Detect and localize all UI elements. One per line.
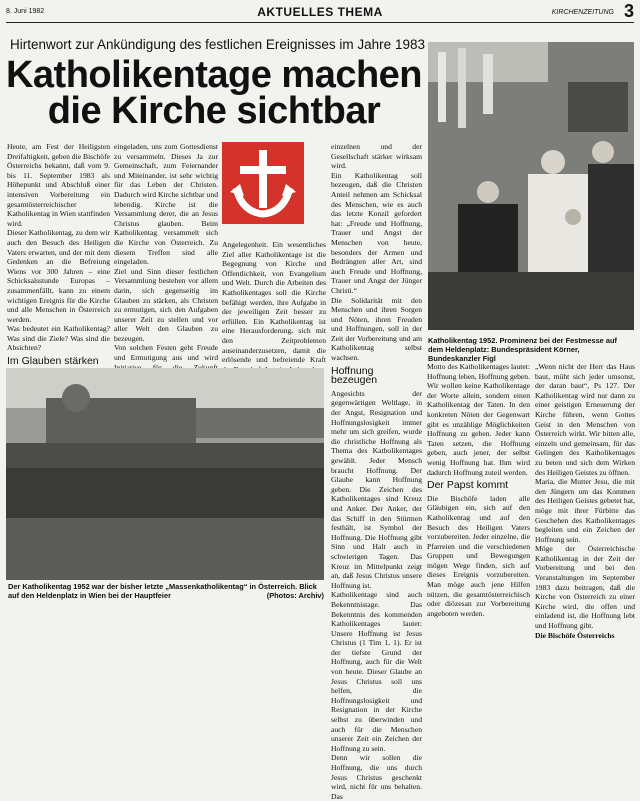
photo-caption-bottom-left	[8, 582, 324, 600]
paragraph: Denn wir sollen die Hoffnung, die uns durch Jesus Christus geschenkt wird, nicht für uns behalten. Das	[331, 753, 422, 801]
paragraph: Maria, die Mutter Jesu, die mit den Jüngern um das Kommen des Heiligen Geistes gebetet hat, möge mit ihrer Fürbitte das Geschehen des Katholikentages begleiten und ein Zeichen der Hoffnung sein.	[535, 477, 635, 544]
signature: Die Bischöfe Österreichs	[535, 630, 615, 640]
paragraph: Ziel und Sinn dieser festlichen Versammlung bestehen vor allem darin, sich gegenseitig im Glauben zu stärken, als Christen zu ermutigen, sich den Aufgaben unserer Zeit zu stellen und vor aller Welt den Glauben zu bezeugen.	[114, 266, 218, 343]
caption-text: Der Katholikentag 1952 war der bisher letzte „Massenkatholikentag“ in Österreich. Blick auf den Heldenplatz in Wien bei der Hauptfeier	[8, 582, 317, 600]
paragraph: eingeladen, uns zum Gottesdienst zu versammeln. Dieses Ja zur Gemeinschaft, zum Feiernander und Miteinander, ist sehr wichtig für das Leben der Christen. Dadurch wird Kirche sichtbar und lebendig. Kirche ist die Versammlung derer, die an Jesus Christus glauben. Beim Katholikentag versammelt sich die Kirche von Österreich. Zu diesem Treffen sind alle eingeladen.	[114, 142, 218, 267]
subheading: Hoffnung bezeugen	[331, 364, 378, 387]
paragraph: Heute, am Fest der Heiligsten Dreifaltigkeit, geben die Bischöfe Österreichs bekannt, daß vom 9. bis 11. September 1983 als Höhepunkt und Abschluß einer intensiven Vorbereitung ein gesamtösterreichischer Katholikentag in Wien stattfinden wird.	[7, 142, 110, 228]
photo-image	[428, 42, 634, 330]
page-header	[6, 2, 634, 23]
photo-credit: (Photos: Archiv)	[266, 591, 324, 600]
cross-anchor-icon	[222, 142, 304, 224]
photo-image	[6, 368, 324, 580]
paragraph: Katholikentage sind auch Bekenntnistage. Das Bekenntnis des kommenden Katholikentages lautet: Unsere Hoffnung ist Jesus Christus (1 Tim 1, 1). Er ist der tiefste Grund der Hoffnung, auch für die Welt von heute. Dieser Glaube an Jesus Christus soll uns helfen, die Hoffnungslosigkeit und Resignation in der Kirche selbst zu überwinden und auch für die Menschen unserer Zeit ein Zeichen der Hoffnung zu sein.	[331, 590, 422, 753]
photo-heldenplatz-1952	[6, 368, 324, 580]
subheading: Der Papst kommt	[427, 479, 509, 492]
headline-line-2: die Kirche sichtbar	[47, 90, 381, 132]
paragraph: Die Bischöfe laden alle Gläubigen ein, sich auf den Katholikentag und auf den Besuch des Heiligen Vaters vorzubereiten. Jeder einzelne, die Pfarreien und die verschiedenen Gruppen und Bewegungen mögen Wege finden, sich auf dieses Ereignis vorzubereiten. Man möge auch jene Hilfen nützen, die gesamtösterreichisch oder diözesan zur Vorbereitung angeboten werden.	[427, 493, 530, 618]
issue-date: 8. Juni 1982	[6, 8, 45, 15]
paragraph: Angesichts der gegenwärtigen Weltlage, in der Angst, Resignation und Hoffnungslosigkeit immer mehr um sich greifen, wurde die christliche Hoffnung als Thema des Katholikentages gewählt. Jeder Mensch braucht Hoffnung. Der Glaube kann Hoffnung geben. Die Zeichen des Katholikentages sind Kreuz und Anker. Der Anker, der das Schiff in den Stürmen festhält, ist Symbol der Hoffnung. Die Hoffnung gibt Sinn und Halt auch in schwierigen Tagen. Das Kreuz im Mittelpunkt zeigt an, daß Jesus Christus unsere Hoffnung ist.	[331, 388, 422, 590]
paragraph: „Wenn nicht der Herr das Haus baut, müht sich jeder umsonst, der daran baut“, Ps 127. Der Katholikentag wird nur dann zu einer geistigen Erneuerung der Kirche führen, wenn Gottes Geist in den Menschen von Österreich wirkt. Wir bitten alle, einzeln und gemeinsam, für das Gelingen des Katholikentages zu beten und sich dem Wirken des Heiligen Geistes zu öffnen.	[535, 362, 635, 477]
photo-caption-top-right: Katholikentag 1952. Prominenz bei der Festmesse auf dem Heldenplatz: Bundespräsident Körner, Bundeskanzler Figl	[428, 336, 617, 363]
paragraph: Angelegenheit. Ein wesentliches Ziel aller Katholikentage ist die Begegnung von Kirche und Öffentlichkeit, von Evangelium und Welt. Durch die Arbeiten des Katholikentages soll die Kirche befähigt werden, ihre Aufgabe in der jeweiligen Zeit besser zu erfüllen. Ein Katholikentag ist eine Herausforderung, sich mit den Zeitproblemen auseinanderzusetzen, damit die erlösende und befreiende Kraft	[222, 240, 326, 365]
article-kicker: Hirtenwort zur Ankündigung des festlichen Ereignisses im Jahre 1983	[10, 37, 425, 52]
text-column-5	[427, 362, 530, 618]
paragraph: Von solchen Festen geht Freude und Ermutigung aus und wird	[114, 343, 218, 363]
subheading: Im Glauben stärken	[7, 355, 99, 368]
headline-line-1: Katholikentage machen	[5, 54, 423, 96]
katholikentag-emblem	[222, 142, 304, 224]
paragraph: Die Solidarität mit den Menschen und ihren Sorgen und Nöten, ihren Freuden und Hoffnungen, soll in der Zeit der Vorbereitung und am Katholikentag selbst wachsen.	[331, 295, 422, 363]
page-number: 3	[623, 1, 634, 21]
text-column-4	[331, 142, 422, 801]
text-column-2	[114, 142, 218, 364]
paragraph: Dieser Katholikentag, zu dem wir auch den Besuch des Heiligen Vaters erwarten, und der mit dem Gedenken an die Befreiung Wiens vor 300 Jahren – eine Schicksalsstunde Europas – zusammenfällt, kann zu einem wichtigen Ereignis für die Kirche und alle Menschen in Österreich werden.	[7, 228, 110, 324]
paragraph: einzelnen und der Gesellschaft stärker wirksam wird.	[331, 142, 422, 171]
text-column-6	[535, 362, 635, 640]
article-headline	[4, 54, 424, 132]
paragraph: Ein Katholikentag soll bezeugen, daß die Christen Anteil nehmen am Schicksal des Menschen, wie es auch das letzte Konzil gefordert hat: „Freude und Hoffnung, Trauer und Angst der Menschen von heute, besonders der Armen und Bedrängten aller Art, sind auch Freude und Hoffnung, Trauer und Angst der Jünger Christi.“	[331, 170, 422, 295]
photo-festmesse-1952	[428, 42, 634, 330]
section-title: AKTUELLES THEMA	[257, 5, 383, 19]
text-column-3	[222, 240, 326, 364]
paragraph: Was bedeutet ein Katholikentag? Was sind die Ziele? Was sind die Absichten?	[7, 324, 110, 353]
text-column-1	[7, 142, 110, 368]
paragraph: Motto des Katholikentages lautet: Hoffnung leben, Hoffnung geben. Wir wollen keine Katholikentage der Worte allein, sondern einen Katholikentag der Taten. In den konkreten Nöten der Gegenwart gibt es unzählige Möglichkeiten Hoffnung zu geben. Jeder kann Taten setzen, die Hoffnung geben, auch jener, der selbst wenig Hoffnung hat. Ihm wird dadurch Hoffnung zuteil werden.	[427, 362, 530, 477]
publication-name: KIRCHENZEITUNG	[551, 9, 614, 16]
paragraph: Möge der Österreichische Katholikentag in der Zeit der Vorbereitung und bei den Veranstaltungen im September 1983 dazu beitragen, daß die Kirche von Österreich zu einer Kirche wird, die offen und einladend ist, die Hoffnung lebt und Hoffnung gibt.	[535, 544, 635, 631]
